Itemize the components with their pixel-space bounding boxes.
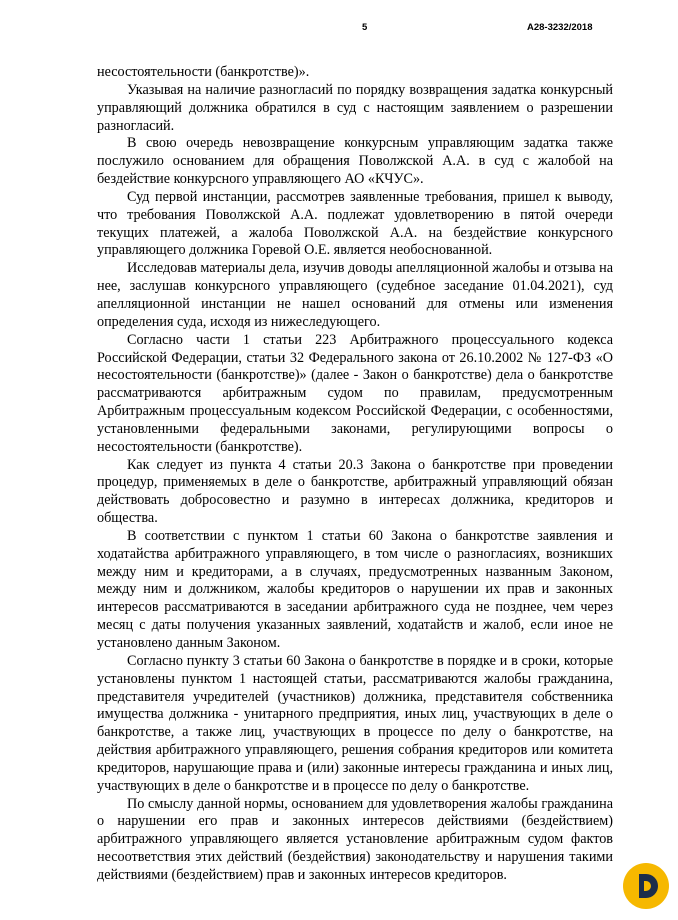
paragraph: Согласно пункту 3 статьи 60 Закона о банкротстве в порядке и в сроки, которые установлены пунктом 1 настоящей статьи, рассматриваются жалобы гражданина, представителя учредителей (участников) должника, представителя собственника имущества должника - унитарного предприятия, иных лиц, участвующих в деле о банкротстве, а также лиц, участвующих в процессе по делу о банкротстве, на действия арбитражного управляющего, решения собрания кредиторов или комитета кредиторов, нарушающие права и (или) законные интересы гражданина и иных лиц, участвующих в деле о банкротстве и в процессе по делу о банкротстве. [97, 652, 613, 794]
case-number: А28-3232/2018 [527, 22, 593, 33]
paragraph: В свою очередь невозвращение конкурсным управляющим задатка также послужило основанием для обращения Поволжской А.А. в суд с жалобой на бездействие конкурсного управляющего АО «КЧУС». [97, 135, 613, 188]
paragraph: Как следует из пункта 4 статьи 20.3 Закона о банкротстве при проведении процедур, применяемых в деле о банкротстве, арбитражный управляющий обязан действовать добросовестно и разумно в интересах должника, кредиторов и общества. [97, 456, 613, 527]
paragraph: Суд первой инстанции, рассмотрев заявленные требования, пришел к выводу, что требования Поволжской А.А. подлежат удовлетворению в пятой очереди текущих платежей, а жалоба Поволжской А.А. на бездействие конкурсного управляющего должника Горевой О.Е. является необоснованной. [97, 188, 613, 259]
paragraph: Указывая на наличие разногласий по порядку возвращения задатка конкурсный управляющий должника обратился в суд с настоящим заявлением о разрешении разногласий. [97, 81, 613, 134]
paragraph: По смыслу данной нормы, основанием для удовлетворения жалобы гражданина о нарушении его прав и законных интересов действиями (бездействием) арбитражного управляющего является установление арбитражным судом фактов несоответствия этих действий (бездействия) законодательству и нарушения такими действиями (бездействием) прав и законных интересов кредиторов. [97, 795, 613, 883]
paragraph: несостоятельности (банкротстве)». [97, 64, 310, 80]
paragraph: Исследовав материалы дела, изучив доводы апелляционной жалобы и отзыва на нее, заслушав конкурсного управляющего (судебное заседание 01.04.2021), суд апелляционной инстанции не нашел оснований для отмены или изменения определения суда, исходя из нижеследующего. [97, 260, 613, 330]
brand-logo-icon [622, 862, 670, 910]
document-body [97, 64, 613, 885]
paragraph: Согласно части 1 статьи 223 Арбитражного процессуального кодекса Российской Федерации, статьи 32 Федерального закона от 26.10.2002 № 127-ФЗ «О несостоятельности (банкротстве)» (далее - Закон о банкротстве) дела о банкротстве рассматриваются арбитражным судом по правилам, предусмотренным Арбитражным процессуальным кодексом Российской Федерации, с особенностями, установленными федеральными законами, регулирующими вопросы о несостоятельности (банкротстве). [97, 331, 613, 455]
paragraph: В соответствии с пунктом 1 статьи 60 Закона о банкротстве заявления и ходатайства арбитражного управляющего, в том числе о разногласиях, возникших между ним и кредиторами, а в случаях, предусмотренных названным Законом, между ним и должником, жалобы кредиторов о нарушении их прав и законных интересов рассматриваются в заседании арбитражного суда не позднее, чем через месяц с даты получения указанных заявлений, ходатайств и жалоб, если иное не установлено данным Законом. [97, 527, 613, 651]
page-number: 5 [362, 22, 368, 33]
